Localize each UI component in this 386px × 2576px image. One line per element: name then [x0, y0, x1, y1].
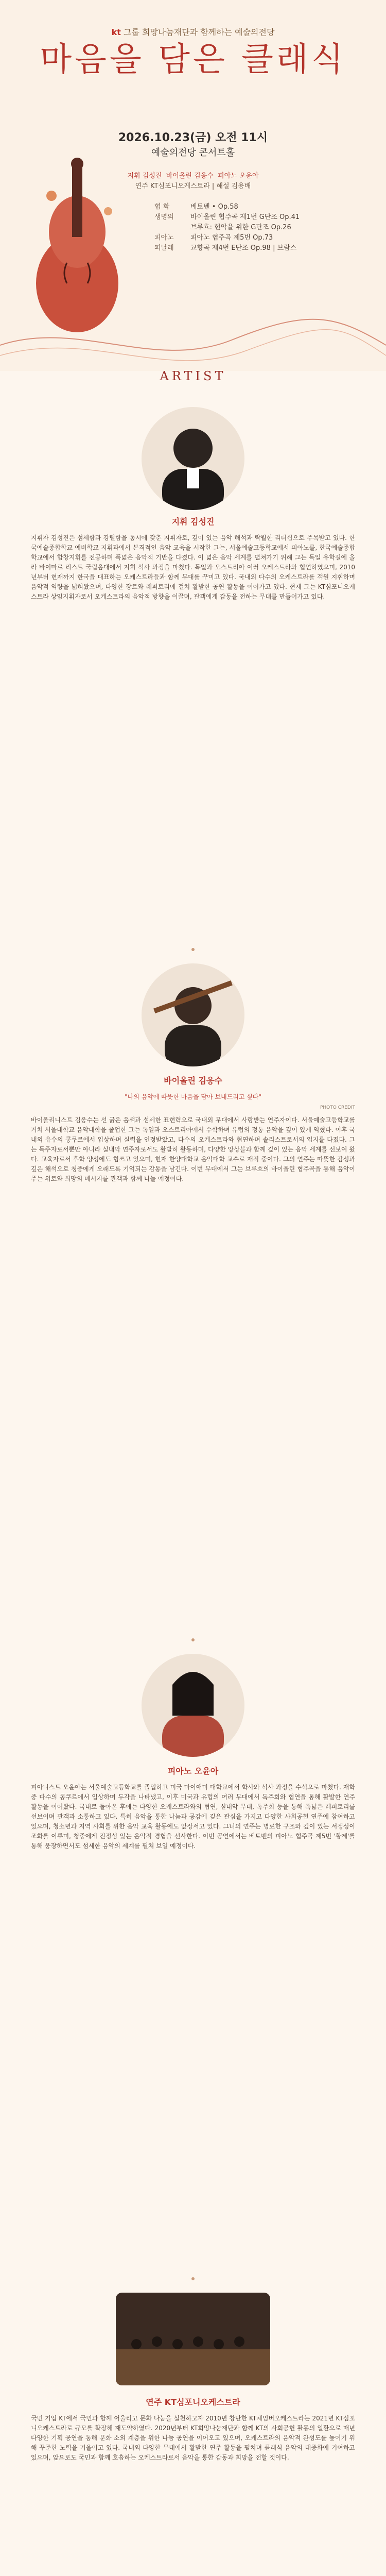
- artist-bio: 피아니스트 오윤아는 서울예술고등학교를 졸업하고 미국 마이애미 대학교에서 학사와 석사 과정을 수석으로 마쳤다. 재학 중 다수의 콩쿠르에서 입상하며 두각을 나타냈고, 이후 미국과 유럽의 여러 무대에서 독주회와 협연을 통해 활발한 연주 활동을 이어왔다. 국내로 돌아온 후에는 다양한 오케스트라와의 협연, 실내악 무대, 독주회 등을 통해 폭넓은 레퍼토리를 선보이며 관객과 소통하고 있다. 특히 음악을 통한 나눔과 공감에 깊은 관심을 가지고 다양한 사회공헌 연주에 참여하고 있으며, 청소년과 지역 사회를 위한 음악 교육 활동에도 앞장서고 있다. 그녀의 연주는 명료한 구조와 깊이 있는 서정성이 조화를 이루며, 청중에게 진정성 있는 음악적 경험을 선사한다. 이번 공연에서는 베토벤의 피아노 협주곡 제5번 '황제'를 통해 웅장하면서도 섬세한 음악의 세계를 펼쳐 보일 예정이다.: [31, 1784, 355, 1850]
- artist-bio: 바이올리니스트 김응수는 선 굵은 음색과 섬세한 표현력으로 국내외 무대에서 사랑받는 연주자이다. 서울예술고등학교를 거쳐 서울대학교 음악대학을 졸업한 그는 독일과 오스트리아에서 수학하며 유럽의 정통 음악을 깊이 있게 익혔다. 이후 국내외 유수의 콩쿠르에서 입상하며 실력을 인정받았고, 다수의 오케스트라와 협연하며 솔리스트로서의 입지를 다졌다. 그는 독주자로서뿐만 아니라 실내악 연주자로서도 활발히 활동하며, 다양한 앙상블과 함께 깊이 있는 음악 세계를 선보여 왔다. 교육자로서 후학 양성에도 힘쓰고 있으며, 현재 한양대학교 음악대학 교수로 재직 중이다. 그의 연주는 따뜻한 감성과 깊은 해석으로 청중에게 오래도록 기억되는 감동을 남긴다. 이번 무대에서 그는 브루흐의 바이올린 협주곡을 통해 음악이 주는 위로와 희망의 메시지를 관객과 함께 나눌 예정이다.: [31, 1116, 355, 1182]
- artist-name: 피아노 오윤아: [167, 1766, 219, 1776]
- summary-conductor: 지휘 김성진: [127, 172, 162, 180]
- artist-bio: 국민 기업 KT에서 국민과 함께 어울리고 문화 나눔을 실천하고자 2010년 창단한 KT체임버오케스트라는 2021년 KT심포니오케스트라로 규모를 확장해 재도약하였다. 2020년부터 KT희망나눔재단과 함께 KT의 사회공헌 활동의 일환으로 매년 다양한 기획 공연을 통해 문화 소외 계층을 위한 나눔 공연을 이어오고 있으며, 오케스트라의 음악적 완성도를 높이기 위해 꾸준한 노력을 기울이고 있다. 국내외 다양한 무대에서 활발한 연주 활동을 펼치며 클래식 음악의 대중화에 기여하고 있으며, 앞으로도 국민과 함께 호흡하는 오케스트라로서 음악을 통한 감동과 희망을 전할 것이다.: [31, 2415, 355, 2461]
- program-row: 피날레 교향곡 제4번 E단조 Op.98 | 브람스: [154, 244, 297, 252]
- divider: [191, 1638, 195, 1641]
- program-row: 생명의 바이올린 협주곡 제1번 G단조 Op.41: [154, 213, 300, 221]
- event-date: 2026.10.23(금) 오전 11시: [118, 131, 268, 144]
- violin-illustration: [21, 155, 139, 350]
- program-row: 피아노 피아노 협주곡 제5번 Op.73: [154, 234, 273, 242]
- program-row: 브루흐: 현악을 위한 G단조 Op.26: [190, 224, 291, 231]
- program-list: [154, 202, 360, 253]
- artist-quote: "나의 음악에 따뜻한 마음을 담아 보내드리고 싶다": [125, 1093, 261, 1100]
- violinist-photo: [142, 963, 244, 1066]
- divider: [191, 2277, 195, 2280]
- program-row: 협 화 베토벤 • Op.58: [154, 203, 238, 211]
- conductor-photo: [142, 407, 244, 510]
- kt-logo: kt: [111, 27, 121, 37]
- artist-bio: 지휘자 김성진은 섬세함과 강렬함을 동시에 갖춘 지휘자로, 깊이 있는 음악 해석과 탁월한 리더십으로 주목받고 있다. 한국예술종합학교 예비학교 지휘과에서 본격적인 음악 교육을 시작한 그는, 서울예술고등학교에서 피아노를, 한국예술종합학교에서 합창지휘를 전공하며 폭넓은 음악적 기반을 다졌다. 이 넓은 음악 세계를 펼쳐가기 위해 그는 독일 유학길에 올라 바이마르 리스트 국립음대에서 지휘 석사 과정을 마쳤다. 독일과 오스트리아 여러 오케스트라와 협연하였으며, 2010년부터 현재까지 한국을 대표하는 오케스트라들과 함께 무대를 꾸미고 있다. 국내외 다수의 오케스트라를 객원 지휘하며 음악적 역량을 넓혀왔으며, 다양한 장르와 레퍼토리에 걸쳐 활발한 공연 활동을 이어가고 있다. 현재 그는 KT심포니오케스트라 상임지휘자로서 오케스트라의 음악적 방향을 이끌며, 관객에게 감동을 전하는 무대를 만들어가고 있다.: [31, 534, 355, 600]
- summary-piano: 피아노 오윤아: [218, 172, 259, 180]
- summary-orchestra: 연주 KT심포니오케스트라 | 해설 김용배: [135, 182, 251, 190]
- page-title: 마음을 담은 클래식: [40, 41, 346, 79]
- artist-name: 연주 KT심포니오케스트라: [146, 2397, 240, 2407]
- photo-credit: PHOTO CREDIT: [320, 1105, 355, 1110]
- hero-subtitle: [0, 26, 386, 38]
- artist-name: 바이올린 김응수: [164, 1076, 222, 1086]
- subtitle-text: 그룹 희망나눔재단과 함께하는 예술의전당: [123, 27, 275, 37]
- event-venue: 예술의전당 콘서트홀: [151, 147, 235, 158]
- artist-heading: ARTIST: [160, 369, 226, 383]
- hero-banner: [0, 0, 386, 371]
- orchestra-photo: [116, 2293, 270, 2385]
- summary-violin: 바이올린 김응수: [166, 172, 214, 180]
- artist-name: 지휘 김성진: [171, 517, 215, 527]
- pianist-photo: [142, 1654, 244, 1757]
- divider: [191, 948, 195, 951]
